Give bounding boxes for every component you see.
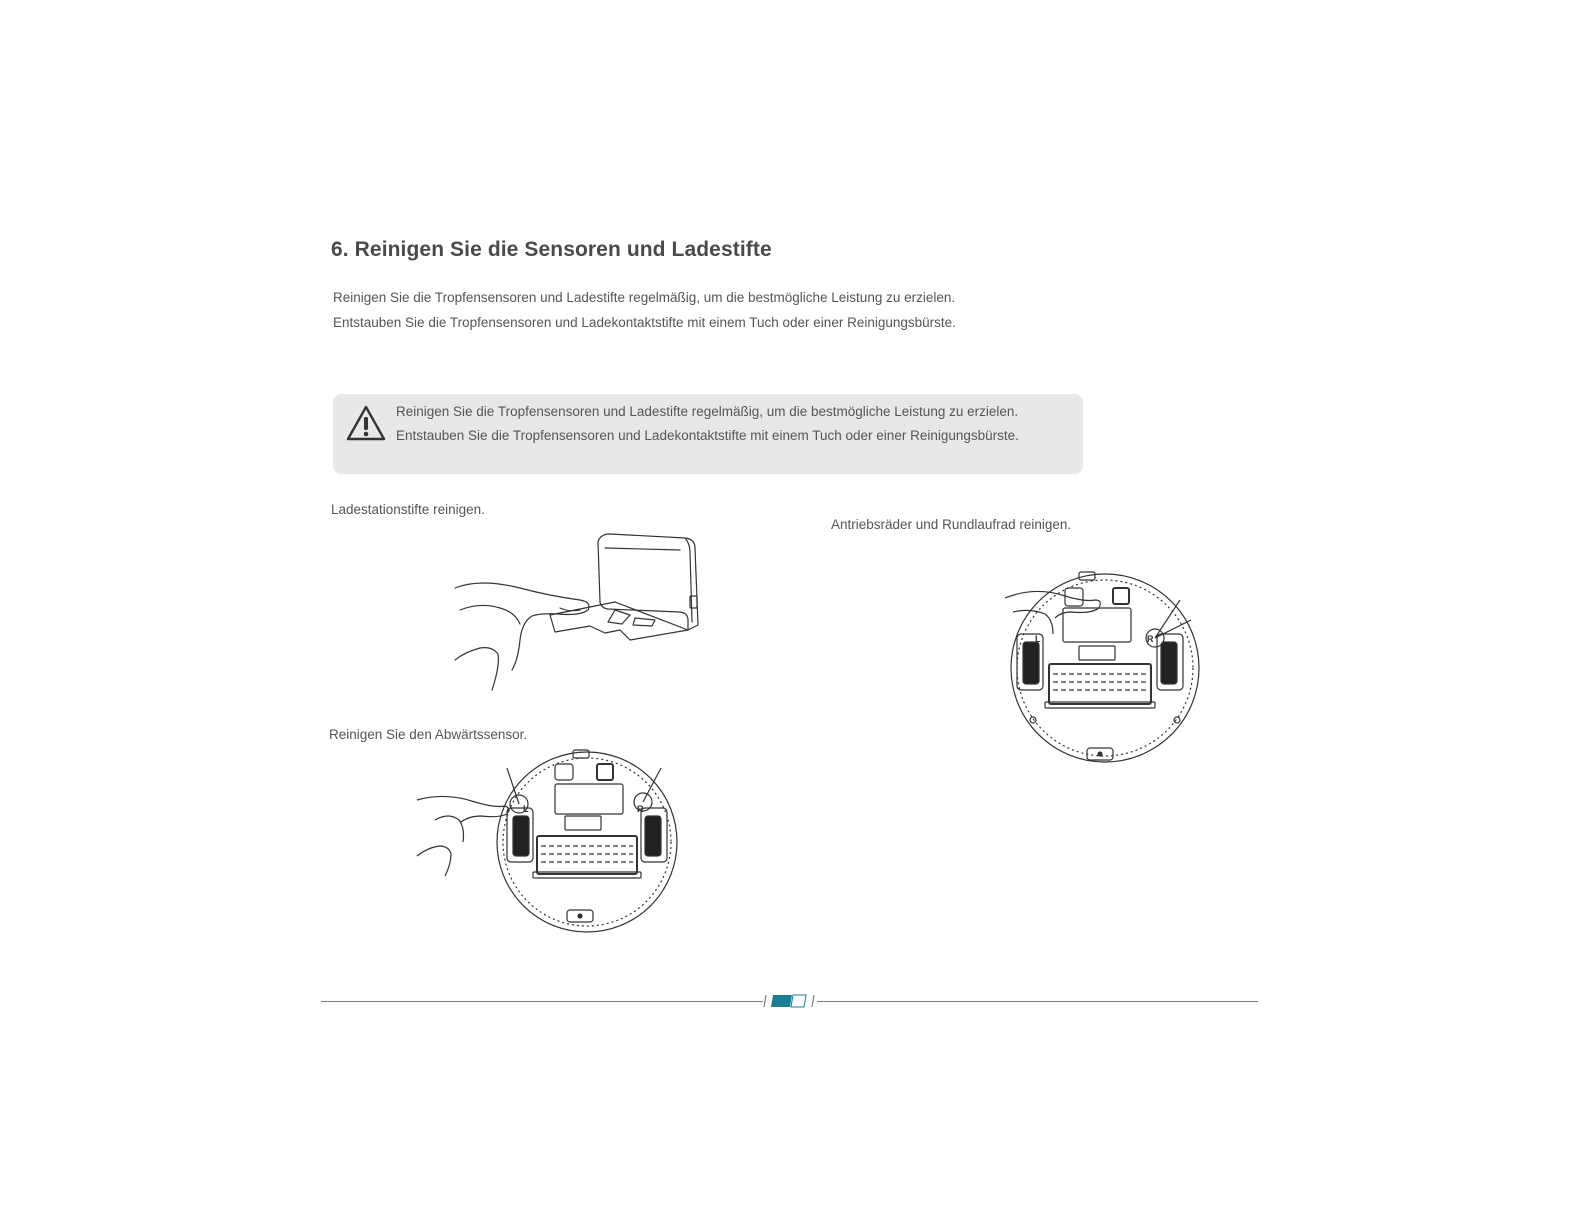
step-caption-dock: Ladestationstifte reinigen. (331, 502, 485, 517)
step-caption-wheels: Antriebsräder und Rundlaufrad reinigen. (831, 517, 1072, 532)
footer-rule-right (817, 1001, 1258, 1002)
charging-dock-cleaning-illustration (440, 530, 740, 700)
cliff-sensor-cleaning-illustration (415, 748, 705, 938)
wheel-label-right: R (1147, 634, 1154, 644)
note-line-1: Reinigen Sie die Tropfensensoren und Ladestifte regelmäßig, um die bestmögliche Leistung zu erzielen. (396, 404, 1019, 419)
page-marker-icon (762, 993, 818, 1009)
note-line-2: Entstauben Sie die Tropfensensoren und Ladekontaktstifte mit einem Tuch oder einer Reinigungsbürste. (396, 428, 1019, 443)
drive-wheels-cleaning-illustration (995, 570, 1210, 770)
note-box (333, 394, 1083, 474)
intro-line-1: Reinigen Sie die Tropfensensoren und Ladestifte regelmäßig, um die bestmögliche Leistung zu erzielen. (333, 290, 956, 305)
footer-rule-left (321, 1001, 763, 1002)
step-caption-sensor: Reinigen Sie den Abwärtssensor. (329, 727, 528, 742)
intro-line-2: Entstauben Sie die Tropfensensoren und Ladekontaktstifte mit einem Tuch oder einer Reinigungsbürste. (333, 315, 956, 330)
wheel-label-left: L (1035, 634, 1041, 644)
sensor-wheel-label-left: L (523, 804, 529, 814)
sensor-wheel-label-right: R (637, 804, 644, 814)
warning-triangle-icon (345, 404, 387, 442)
section-title: 6. Reinigen Sie die Sensoren und Ladestifte (331, 238, 772, 261)
